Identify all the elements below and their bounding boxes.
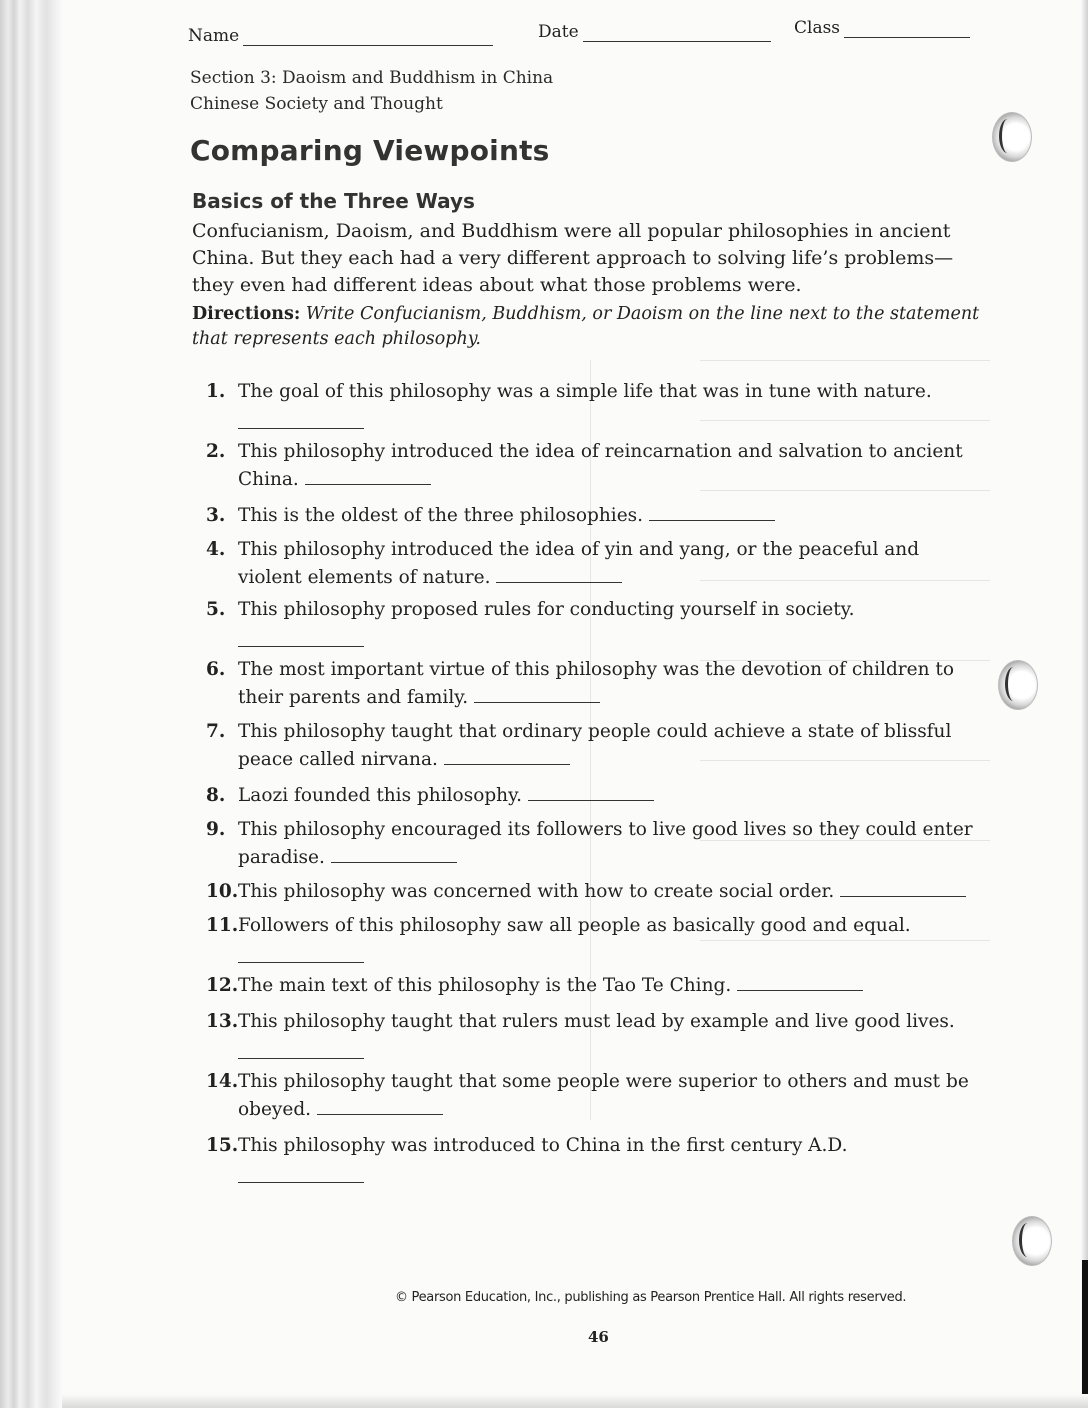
class-blank[interactable] (844, 23, 970, 38)
question-text: This philosophy introduced the idea of yin and yang, or the peaceful and (238, 539, 920, 560)
answer-blank[interactable] (840, 895, 966, 897)
question-item (206, 972, 976, 1000)
date-blank[interactable] (583, 27, 771, 42)
directions-text: Write Confucianism, Buddhism, or Daoism on the line next to the statement that represents each philosophy. (192, 304, 980, 349)
answer-blank[interactable] (528, 799, 654, 801)
question-item (206, 878, 976, 906)
page-subtitle: Basics of the Three Ways (192, 189, 475, 213)
name-field[interactable] (188, 26, 493, 46)
question-number: 5. (206, 599, 226, 620)
question-number: 1. (206, 381, 226, 402)
question-text: This philosophy taught that ordinary people could achieve a state of blissful (238, 721, 952, 742)
question-item (206, 782, 976, 810)
name-label: Name (188, 26, 240, 46)
question-number: 8. (206, 785, 226, 806)
question-item (206, 1008, 976, 1059)
question-text-continued: violent elements of nature. (238, 567, 491, 588)
date-label: Date (538, 22, 579, 42)
question-text: This philosophy encouraged its followers to live good lives so they could enter (238, 819, 973, 840)
question-number: 14. (206, 1071, 239, 1092)
question-text: Laozi founded this philosophy. (238, 785, 522, 806)
question-text: The main text of this philosophy is the Tao Te Ching. (238, 975, 732, 996)
answer-blank[interactable] (238, 1036, 364, 1059)
intro-paragraph: Confucianism, Daoism, and Buddhism were all popular philosophies in ancient China. But they each had a very different approach to solving life’s problems—they even had different ideas about what those problems were. (192, 220, 954, 296)
question-text: This philosophy introduced the idea of reincarnation and salvation to ancient (238, 441, 963, 462)
chapter-heading: Chinese Society and Thought (190, 94, 443, 114)
question-text-continued: obeyed. (238, 1099, 312, 1120)
scan-edge-shadow (1082, 1260, 1088, 1408)
question-number: 11. (206, 915, 239, 936)
question-item (206, 718, 976, 774)
answer-blank[interactable] (496, 581, 622, 583)
binder-hole-icon (1012, 1216, 1052, 1266)
answer-blank[interactable] (649, 519, 775, 521)
answer-blank[interactable] (305, 483, 431, 485)
question-item (206, 536, 976, 592)
binding-edge (0, 0, 62, 1408)
question-text: This philosophy was introduced to China in the first century A.D. (238, 1135, 848, 1156)
name-blank[interactable] (243, 31, 493, 46)
question-text: This philosophy proposed rules for conducting yourself in society. (238, 599, 855, 620)
answer-blank[interactable] (474, 701, 600, 703)
question-item (206, 1068, 976, 1124)
question-number: 6. (206, 659, 226, 680)
answer-blank[interactable] (238, 1160, 364, 1183)
question-item (206, 656, 976, 712)
question-number: 12. (206, 975, 239, 996)
header-fields (188, 20, 978, 50)
question-item (206, 816, 976, 872)
question-text: Followers of this philosophy saw all people as basically good and equal. (238, 915, 911, 936)
question-text: This is the oldest of the three philosophies. (238, 505, 644, 526)
question-text: The goal of this philosophy was a simple life that was in tune with nature. (238, 381, 932, 402)
question-text-continued: China. (238, 469, 299, 490)
question-number: 3. (206, 505, 226, 526)
answer-blank[interactable] (238, 940, 364, 963)
right-page-edge (1080, 0, 1088, 1408)
class-label: Class (794, 18, 841, 38)
answer-blank[interactable] (317, 1113, 443, 1115)
page-number: 46 (588, 1328, 609, 1346)
question-item (206, 912, 976, 963)
directions-label: Directions: (192, 304, 301, 324)
question-item (206, 438, 976, 494)
answer-blank[interactable] (238, 406, 364, 429)
answer-blank[interactable] (331, 861, 457, 863)
question-item (206, 596, 976, 647)
question-text-continued: their parents and family. (238, 687, 469, 708)
question-number: 13. (206, 1011, 239, 1032)
question-number: 2. (206, 441, 226, 462)
bottom-page-edge (62, 1394, 1088, 1408)
question-text: This philosophy was concerned with how to create social order. (238, 881, 835, 902)
question-item (206, 1132, 976, 1183)
section-heading: Section 3: Daoism and Buddhism in China (190, 68, 554, 88)
answer-blank[interactable] (737, 989, 863, 991)
question-text-continued: paradise. (238, 847, 325, 868)
question-item (206, 502, 976, 530)
copyright-footer: © Pearson Education, Inc., publishing as Pearson Prentice Hall. All rights reserved. (395, 1290, 907, 1305)
question-number: 4. (206, 539, 226, 560)
page-title: Comparing Viewpoints (190, 134, 550, 167)
answer-blank[interactable] (238, 624, 364, 647)
question-text: The most important virtue of this philosophy was the devotion of children to (238, 659, 954, 680)
question-number: 7. (206, 721, 226, 742)
question-number: 15. (206, 1135, 239, 1156)
question-text: This philosophy taught that rulers must lead by example and live good lives. (238, 1011, 955, 1032)
directions (192, 302, 982, 352)
question-text-continued: peace called nirvana. (238, 749, 438, 770)
binder-hole-icon (992, 112, 1032, 162)
question-item (206, 378, 976, 429)
question-text: This philosophy taught that some people were superior to others and must be (238, 1071, 969, 1092)
question-number: 9. (206, 819, 226, 840)
date-field[interactable] (538, 22, 771, 42)
binder-hole-icon (998, 660, 1038, 710)
answer-blank[interactable] (444, 763, 570, 765)
question-number: 10. (206, 881, 239, 902)
class-field[interactable] (794, 18, 970, 38)
